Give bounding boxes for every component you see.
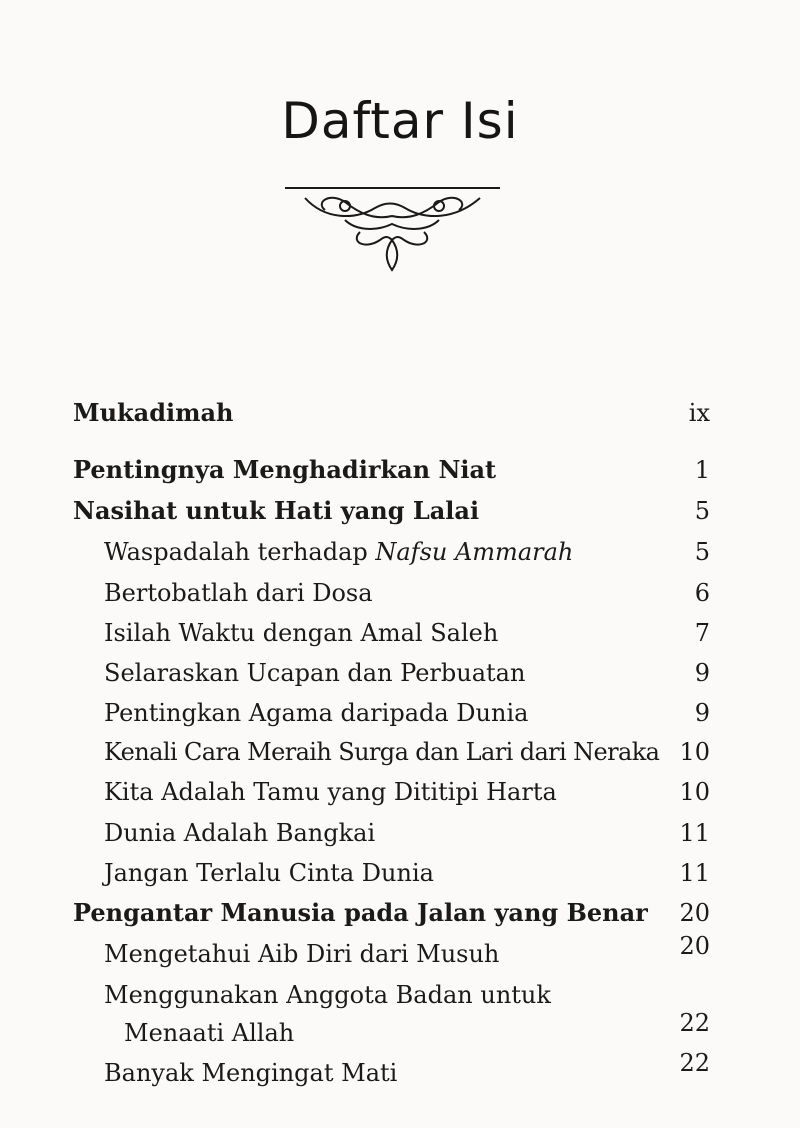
toc-page-number: 11 [679,819,710,847]
toc-entry-title: Pentingnya Menghadirkan Niat [73,455,497,484]
toc-page-number: 5 [694,538,710,566]
toc-page-number: 10 [679,738,710,766]
toc-entry-title: Pentingkan Agama daripada Dunia [104,699,529,727]
toc-entry-title-italic: Nafsu Ammarah [375,538,574,566]
toc-entry-title: Mengetahui Aib Diri dari Musuh [104,940,500,968]
toc-entry-title: Nasihat untuk Hati yang Lalai [73,496,480,525]
toc-page-number: 5 [694,497,710,525]
toc-page-number: 7 [694,619,710,647]
toc-entry[interactable] [0,980,800,1050]
toc-entry-title: Mukadimah [73,398,234,427]
toc-entry-title: Banyak Mengingat Mati [104,1059,398,1087]
toc-page-number: 20 [679,932,710,960]
toc-entry-title: Jangan Terlalu Cinta Dunia [104,859,434,887]
toc-page-number: 11 [679,859,710,887]
toc-entry-title [104,537,573,567]
toc-page-number: 6 [694,579,710,607]
toc-page-number: 1 [694,456,710,484]
toc-page-number: ix [688,399,710,427]
toc-entry-title: Bertobatlah dari Dosa [104,579,373,607]
toc-page-number: 9 [694,699,710,727]
toc-page-number: 22 [679,1049,710,1077]
toc-entry-title: Kita Adalah Tamu yang Dititipi Harta [104,778,557,806]
toc-entry-title: Dunia Adalah Bangkai [104,819,376,847]
toc-page-number: 10 [679,778,710,806]
toc-entry-title-plain: Waspadalah terhadap [104,538,376,566]
toc-entry-title: Pengantar Manusia pada Jalan yang Benar [73,898,648,927]
page-title: Daftar Isi [281,92,519,150]
toc-entry-title: Isilah Waktu dengan Amal Saleh [104,619,499,647]
toc-entry-title: Selaraskan Ucapan dan Perbuatan [104,659,526,687]
toc-page-number: 22 [679,1009,710,1037]
toc-entry-title-line1: Menggunakan Anggota Badan untuk [104,981,551,1009]
toc-page-number: 9 [694,659,710,687]
flourish-divider-icon [285,180,500,275]
toc-entry-title: Kenali Cara Meraih Surga dan Lari dari Neraka [104,738,660,766]
toc-page-number: 20 [679,899,710,927]
toc-entry-title-line2: Menaati Allah [124,1019,295,1047]
